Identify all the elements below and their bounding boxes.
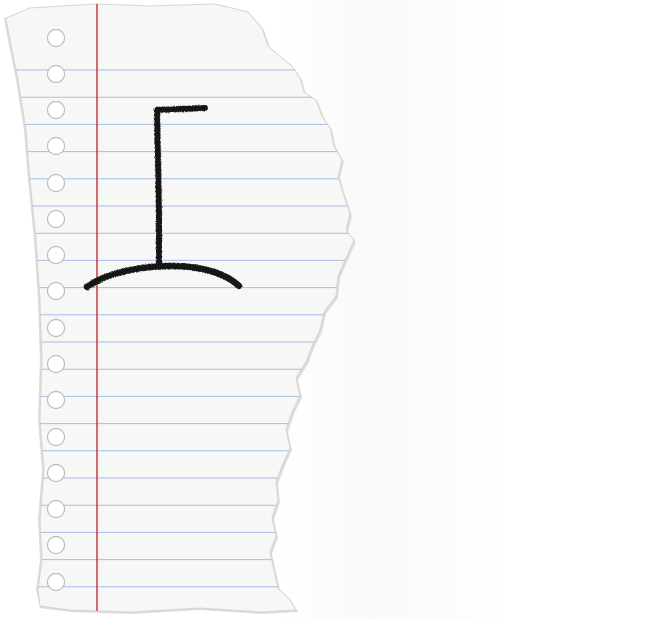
- binder-hole: [48, 138, 65, 155]
- binder-hole: [48, 283, 65, 300]
- binder-hole: [48, 320, 65, 337]
- binder-hole: [48, 392, 65, 409]
- binder-hole: [48, 465, 65, 482]
- binder-hole: [48, 175, 65, 192]
- binder-hole: [48, 501, 65, 518]
- binder-hole: [48, 356, 65, 373]
- gallows-pole: [157, 110, 159, 266]
- binder-hole: [48, 66, 65, 83]
- binder-hole: [48, 574, 65, 591]
- binder-hole: [48, 537, 65, 554]
- binder-hole: [48, 102, 65, 119]
- binder-hole: [48, 247, 65, 264]
- sheet-body: [6, 4, 354, 612]
- binder-hole: [48, 211, 65, 228]
- gallows-beam: [157, 108, 205, 110]
- binder-hole: [48, 429, 65, 446]
- binder-hole: [48, 30, 65, 47]
